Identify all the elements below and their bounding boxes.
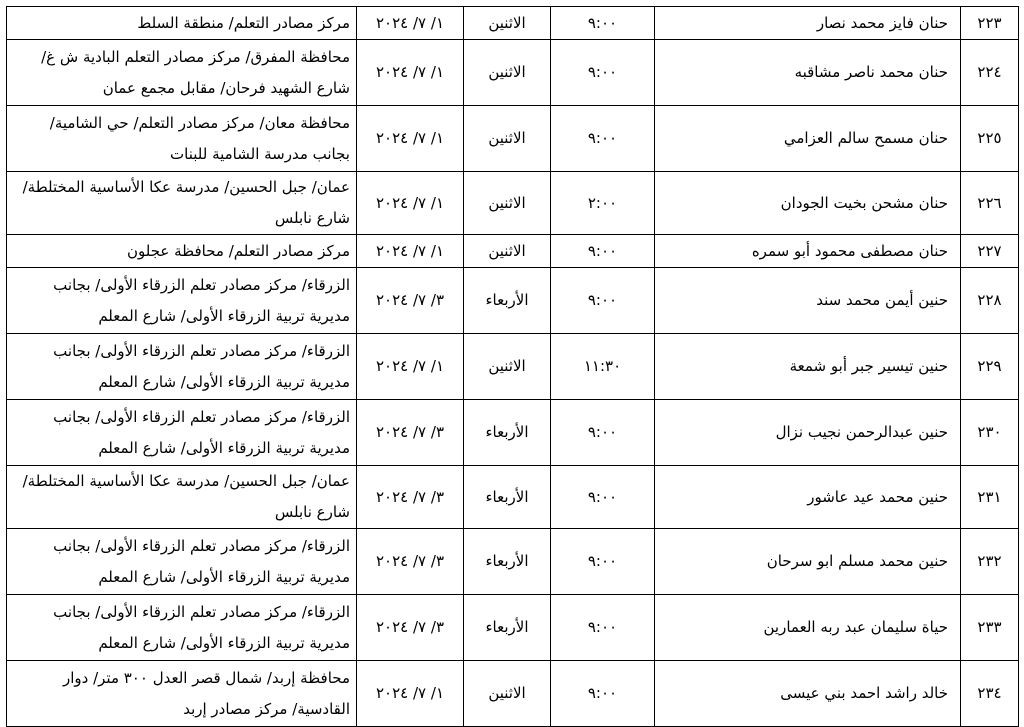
exam-location: مركز مصادر التعلم/ منطقة السلط [7,7,357,40]
candidate-name: حنين عبدالرحمن نجيب نزال [655,400,961,466]
exam-time: ٩:٠٠ [551,595,655,661]
row-number: ٢٢٨ [961,268,1019,334]
candidate-name: حنان مصطفى محمود أبو سمره [655,235,961,268]
table-row [7,40,1019,106]
exam-day: الاثنين [464,661,551,727]
exam-time: ٢:٠٠ [551,172,655,235]
exam-day: الأربعاء [464,466,551,529]
table-row [7,106,1019,172]
table-row [7,529,1019,595]
exam-time: ٩:٠٠ [551,268,655,334]
exam-day: الأربعاء [464,595,551,661]
exam-time: ٩:٠٠ [551,466,655,529]
table-row [7,268,1019,334]
exam-time: ٩:٠٠ [551,106,655,172]
exam-time: ٩:٠٠ [551,661,655,727]
candidate-name: حنان مشحن بخيت الجودان [655,172,961,235]
candidate-name: حنين تيسير جبر أبو شمعة [655,334,961,400]
exam-day: الأربعاء [464,529,551,595]
table-row [7,466,1019,529]
table-row [7,235,1019,268]
exam-date: ٣/ ٧/ ٢٠٢٤ [357,466,464,529]
row-number: ٢٣٠ [961,400,1019,466]
exam-time: ٩:٠٠ [551,235,655,268]
exam-date: ٣/ ٧/ ٢٠٢٤ [357,268,464,334]
candidate-name: حنان مسمح سالم العزامي [655,106,961,172]
row-number: ٢٢٦ [961,172,1019,235]
exam-location: الزرقاء/ مركز مصادر تعلم الزرقاء الأولى/ بجانب مديرية تربية الزرقاء الأولى/ شارع المعلم [7,595,357,661]
exam-date: ١/ ٧/ ٢٠٢٤ [357,40,464,106]
exam-time: ٩:٠٠ [551,400,655,466]
exam-day: الاثنين [464,235,551,268]
exam-location: الزرقاء/ مركز مصادر تعلم الزرقاء الأولى/ بجانب مديرية تربية الزرقاء الأولى/ شارع المعلم [7,268,357,334]
candidate-name: حنان فايز محمد نصار [655,7,961,40]
row-number: ٢٣٤ [961,661,1019,727]
table-row [7,334,1019,400]
row-number: ٢٢٥ [961,106,1019,172]
row-number: ٢٢٧ [961,235,1019,268]
exam-day: الأربعاء [464,268,551,334]
row-number: ٢٣٣ [961,595,1019,661]
exam-location: محافظة إربد/ شمال قصر العدل ٣٠٠ متر/ دوار القادسية/ مركز مصادر إربد [7,661,357,727]
exam-date: ١/ ٧/ ٢٠٢٤ [357,334,464,400]
exam-location: عمان/ جبل الحسين/ مدرسة عكا الأساسية المختلطة/ شارع نابلس [7,466,357,529]
exam-date: ٣/ ٧/ ٢٠٢٤ [357,400,464,466]
candidate-name: خالد راشد احمد بني عيسى [655,661,961,727]
exam-day: الاثنين [464,7,551,40]
exam-location: محافظة معان/ مركز مصادر التعلم/ حي الشامية/ بجانب مدرسة الشامية للبنات [7,106,357,172]
exam-day: الأربعاء [464,400,551,466]
candidate-name: حنين أيمن محمد سند [655,268,961,334]
exam-location: مركز مصادر التعلم/ محافظة عجلون [7,235,357,268]
exam-time: ٩:٠٠ [551,40,655,106]
row-number: ٢٢٤ [961,40,1019,106]
candidate-name: حياة سليمان عبد ربه العمارين [655,595,961,661]
row-number: ٢٣٢ [961,529,1019,595]
exam-day: الاثنين [464,334,551,400]
schedule-table [6,6,1019,727]
exam-location: الزرقاء/ مركز مصادر تعلم الزرقاء الأولى/ بجانب مديرية تربية الزرقاء الأولى/ شارع المعلم [7,334,357,400]
exam-date: ١/ ٧/ ٢٠٢٤ [357,172,464,235]
exam-date: ١/ ٧/ ٢٠٢٤ [357,106,464,172]
candidate-name: حنان محمد ناصر مشاقبه [655,40,961,106]
exam-time: ١١:٣٠ [551,334,655,400]
exam-day: الاثنين [464,106,551,172]
exam-date: ١/ ٧/ ٢٠٢٤ [357,661,464,727]
exam-date: ٣/ ٧/ ٢٠٢٤ [357,595,464,661]
exam-time: ٩:٠٠ [551,7,655,40]
row-number: ٢٢٩ [961,334,1019,400]
table-row [7,661,1019,727]
exam-location: عمان/ جبل الحسين/ مدرسة عكا الأساسية المختلطة/ شارع نابلس [7,172,357,235]
exam-date: ١/ ٧/ ٢٠٢٤ [357,235,464,268]
row-number: ٢٣١ [961,466,1019,529]
exam-day: الاثنين [464,40,551,106]
table-row [7,400,1019,466]
table-row [7,7,1019,40]
candidate-name: حنين محمد مسلم ابو سرحان [655,529,961,595]
exam-day: الاثنين [464,172,551,235]
candidate-name: حنين محمد عيد عاشور [655,466,961,529]
exam-time: ٩:٠٠ [551,529,655,595]
schedule-sheet [6,6,1018,727]
exam-date: ٣/ ٧/ ٢٠٢٤ [357,529,464,595]
row-number: ٢٢٣ [961,7,1019,40]
exam-location: الزرقاء/ مركز مصادر تعلم الزرقاء الأولى/ بجانب مديرية تربية الزرقاء الأولى/ شارع المعلم [7,400,357,466]
exam-location: الزرقاء/ مركز مصادر تعلم الزرقاء الأولى/ بجانب مديرية تربية الزرقاء الأولى/ شارع المعلم [7,529,357,595]
exam-date: ١/ ٧/ ٢٠٢٤ [357,7,464,40]
exam-location: محافظة المفرق/ مركز مصادر التعلم البادية ش غ/ شارع الشهيد فرحان/ مقابل مجمع عمان [7,40,357,106]
table-row [7,595,1019,661]
table-row [7,172,1019,235]
